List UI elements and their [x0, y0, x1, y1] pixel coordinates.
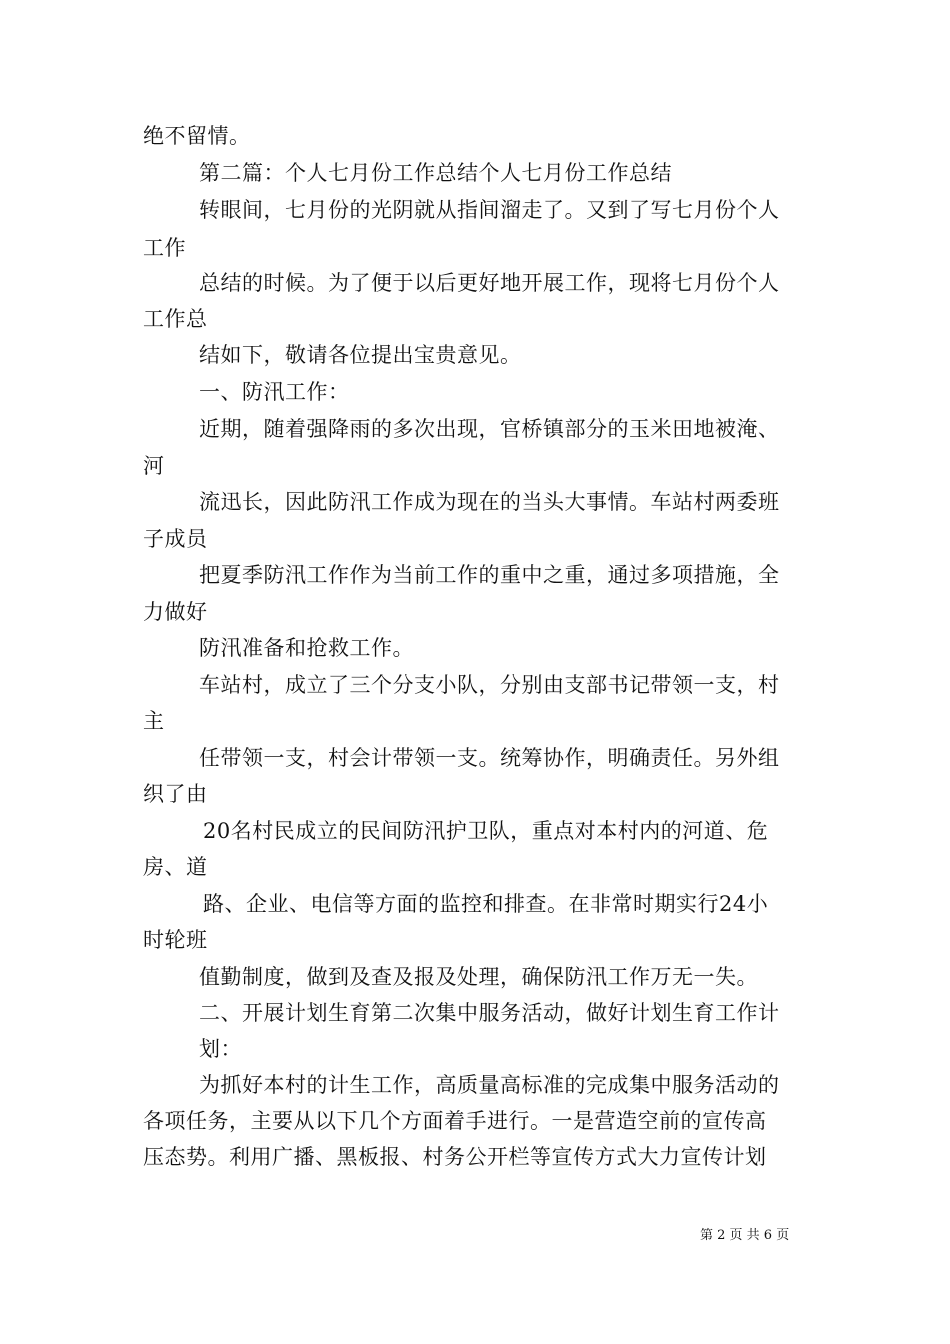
text-line: 河 — [143, 454, 165, 478]
text-line: 路、企业、电信等方面的监控和排查。在非常时期实行24小 — [203, 892, 769, 916]
text-line: 20名村民成立的民间防汛护卫队，重点对本村内的河道、危 — [203, 819, 769, 843]
text-line: 工作 — [143, 236, 186, 260]
text-line: 防汛准备和抢救工作。 — [199, 636, 414, 660]
text-line: 力做好 — [143, 600, 208, 624]
text-line: 总结的时候。为了便于以后更好地开展工作，现将七月份个人 — [199, 271, 780, 295]
text-line: 为抓好本村的计生工作，高质量高标准的完成集中服务活动的 — [199, 1073, 780, 1097]
section-heading: 二、开展计划生育第二次集中服务活动，做好计划生育工作计 — [199, 1001, 780, 1025]
text-line: 织了由 — [143, 782, 208, 806]
section-heading: 第二篇：个人七月份工作总结个人七月份工作总结 — [199, 161, 672, 185]
text-line: 主 — [143, 709, 165, 733]
text-line: 子成员 — [143, 527, 208, 551]
section-heading: 一、防汛工作： — [199, 380, 350, 404]
text-line: 房、道 — [143, 855, 208, 879]
text-line: 绝不留情。 — [143, 124, 251, 148]
text-line: 划： — [199, 1037, 242, 1061]
text-line: 近期，随着强降雨的多次出现，官桥镇部分的玉米田地被淹、 — [199, 417, 780, 441]
text-line: 结如下，敬请各位提出宝贵意见。 — [199, 343, 522, 367]
text-line: 值勤制度，做到及查及报及处理，确保防汛工作万无一失。 — [199, 965, 758, 989]
text-line: 车站村，成立了三个分支小队，分别由支部书记带领一支，村 — [199, 673, 780, 697]
text-line: 流迅长，因此防汛工作成为现在的当头大事情。车站村两委班 — [199, 490, 780, 514]
text-line: 各项任务，主要从以下几个方面着手进行。一是营造空前的宣传高 — [143, 1109, 767, 1133]
text-line: 任带领一支，村会计带领一支。统筹协作，明确责任。另外组 — [199, 746, 780, 770]
text-line: 把夏季防汛工作作为当前工作的重中之重，通过多项措施，全 — [199, 563, 780, 587]
text-line: 工作总 — [143, 307, 208, 331]
text-line: 时轮班 — [143, 928, 208, 952]
page-number: 第 2 页 共 6 页 — [700, 1228, 790, 1243]
text-line: 压态势。利用广播、黑板报、村务公开栏等宣传方式大力宣传计划 — [143, 1145, 767, 1169]
text-line: 转眼间，七月份的光阴就从指间溜走了。又到了写七月份个人 — [199, 198, 780, 222]
